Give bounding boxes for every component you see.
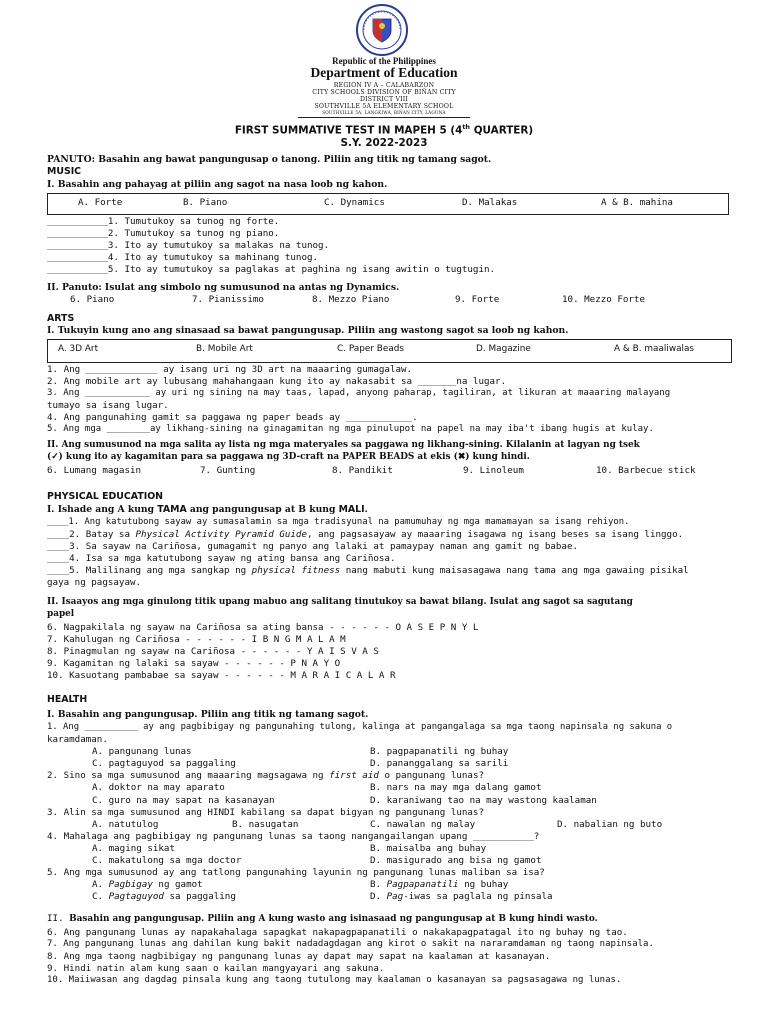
choice-item: D. Malakas	[462, 197, 518, 208]
arts-item: 1. Ang _____________ ay isang uri ng 3D art na maaaring gumagalaw.	[47, 364, 413, 375]
answer-choice: C. pagtaguyod sa paggaling	[92, 758, 236, 769]
health-item: 7. Ang pangunang lunas ang dahilan kung bakit nadadagdagan ang kirot o sakit na nararamdaman ng taong napinsala.	[47, 939, 654, 949]
answer-choice: C. guro na may sapat na kasanayan	[92, 795, 275, 806]
answer-choice: D. masigurado ang bisa ng gamot	[370, 855, 542, 866]
pe-item: ____5. Malilinang ang mga sangkap ng physical fitness nang mabuti kung maisasagawa nang tama ang mga gawaing pisikal	[47, 565, 689, 576]
arts-heading: ARTS	[47, 313, 75, 324]
choice-item: B. Mobile Art	[196, 344, 253, 354]
choice-item: A & B. mahina	[601, 197, 673, 208]
answer-choice: A. Pagbigay ng gamot	[92, 879, 203, 890]
general-instructions: PANUTO: Basahin ang bawat pangungusap o tanong. Piliin ang titik ng tamang sagot.	[47, 154, 492, 165]
answer-choice: B. nasugatan	[232, 819, 299, 830]
answer-choice: A. natutulog	[92, 819, 159, 830]
jumbled-word-item: 9. Kagamitan ng lalaki sa sayaw - - - - - - P N A Y O	[47, 658, 341, 669]
test-title: FIRST SUMMATIVE TEST IN MAPEH 5 (4th QUARTER)	[234, 123, 534, 137]
dynamics-item: 6. Piano	[70, 294, 115, 305]
school-address: SOUTHVILLE 5A, LANGKIWA, BIÑAN CITY, LAGUNA	[322, 110, 446, 115]
header-divider	[298, 117, 470, 118]
answer-choice: B. pagpapanatili ng buhay	[370, 746, 509, 757]
material-item: 10. Barbecue stick	[596, 465, 696, 476]
choice-item: A & B. maaliwalas	[614, 344, 695, 354]
pe-item: ____1. Ang katutubong sayaw ay sumasalamin sa mga tradisyunal na pamumuhay ng mga mamamayan sa isang rehiyon.	[47, 517, 630, 527]
choice-item: A. Forte	[78, 197, 123, 208]
district-label: DISTRICT VIII	[359, 96, 409, 103]
answer-choice: D. Pag-iwas sa paglala ng pinsala	[370, 891, 553, 902]
music-item: ___________1. Tumutukoy sa tunog ng forte.	[47, 216, 280, 227]
answer-choice: C. Pagtaguyod sa paggaling	[92, 891, 236, 902]
pe-item-continued: gaya ng pagsayaw.	[47, 577, 142, 588]
health-item: 8. Ang mga taong nagbibigay ng pangunang lunas ay dapat may sapat na kaalaman at kasanayan.	[47, 951, 551, 962]
dynamics-item: 10. Mezzo Forte	[562, 294, 645, 305]
health-instruction-1: I. Basahin ang pangungusap. Piliin ang titik ng tamang sagot.	[47, 709, 369, 720]
deped-seal-icon	[356, 4, 408, 56]
pe-item: ____3. Sa sayaw na Cariñosa, gumagamit ng panyo ang lalaki at pamaypay naman ang gamit ng babae.	[47, 541, 579, 552]
arts-instruction-2-continued: (✓) kung ito ay kagamitan para sa paggawa ng 3D-craft na PAPER BEADS at ekis (✖) kung hindi.	[47, 452, 530, 462]
jumbled-word-item: 8. Pinagmulan ng sayaw na Cariñosa - - - - - - Y A I S V A S	[47, 646, 379, 657]
health-item: 6. Ang pangunang lunas ay napakahalaga sapagkat nakapagpapanatili o nakakapagpatagal ito ng buhay ng tao.	[47, 927, 628, 938]
department-name: Department of Education	[310, 65, 458, 80]
answer-choice: B. maisalba ang buhay	[370, 843, 487, 854]
answer-choice: C. nawalan ng malay	[370, 819, 476, 830]
pe-instruction-2: II. Isaayos ang mga ginulong titik upang mabuo ang salitang tinutukoy sa bawat bilang. Isulat ang sagot sa sagutang	[47, 597, 633, 607]
material-item: 9. Linoleum	[463, 465, 524, 476]
material-item: 7. Gunting	[200, 465, 256, 476]
health-question: 3. Alin sa mga sumusunod ang HINDI kabilang sa dapat bigyan ng pangunang lunas?	[47, 807, 484, 818]
health-question: 4. Mahalaga ang pagbibigay ng pangunang lunas sa taong nangangailangan upang ___________?	[47, 831, 540, 842]
health-item: 9. Hindi natin alam kung saan o kailan mangyayari ang sakuna.	[47, 963, 385, 974]
arts-choice-box	[47, 339, 732, 363]
pe-instruction-2-continued: papel	[47, 609, 75, 619]
music-item: ___________4. Ito ay tumutukoy sa mahinang tunog.	[47, 252, 319, 263]
choice-item: C. Paper Beads	[337, 344, 405, 354]
material-item: 8. Pandikit	[332, 465, 393, 476]
choice-item: B. Piano	[183, 197, 228, 208]
answer-choice: B. Pagpapanatili ng buhay	[370, 879, 509, 890]
health-question-continued: karamdaman.	[47, 734, 108, 745]
republic-label: Republic of the Philippines	[332, 56, 436, 66]
answer-choice: D. karaniwang tao na may wastong kaalaman	[370, 795, 597, 806]
arts-item-continued: tumayo sa isang lugar.	[47, 400, 169, 411]
dynamics-item: 7. Pianissimo	[192, 294, 264, 305]
division-label: CITY SCHOOLS DIVISION OF BIÑAN CITY	[312, 89, 456, 96]
jumbled-word-item: 7. Kahulugan ng Cariñosa - - - - - - I B N G M A L A M	[47, 634, 346, 645]
dynamics-item: 8. Mezzo Piano	[312, 294, 390, 305]
choice-item: A. 3D Art	[58, 344, 99, 354]
school-name: SOUTHVILLE 5A ELEMENTARY SCHOOL	[314, 103, 454, 110]
pe-instruction-1: I. Ishade ang A kung TAMA ang pangungusap at B kung MALI.	[47, 504, 368, 515]
music-instruction-2: II. Panuto: Isulat ang simbolo ng sumusunod na antas ng Dynamics.	[47, 282, 400, 293]
answer-choice: D. nabalian ng buto	[557, 819, 663, 830]
school-year: S.Y. 2022-2023	[340, 137, 428, 149]
dynamics-item: 9. Forte	[455, 294, 500, 305]
choice-item: C. Dynamics	[324, 197, 385, 208]
arts-item: 5. Ang mga ________ay likhang-sining na ginagamitan ng mga pinulupot na papel na may iba't ibang hugis at kulay.	[47, 424, 654, 434]
answer-choice: C. makatulong sa mga doctor	[92, 855, 242, 866]
music-item: ___________2. Tumutukoy sa tunog ng piano.	[47, 228, 280, 239]
pe-item: ____4. Isa sa mga katutubong sayaw ng ating bansa ang Cariñosa.	[47, 553, 396, 564]
music-heading: MUSIC	[47, 166, 82, 177]
answer-choice: A. pangunang lunas	[92, 746, 192, 757]
answer-choice: D. pananggalang sa sarili	[370, 758, 509, 769]
music-item: ___________5. Ito ay tumutukoy sa paglakas at paghina ng isang awitin o tugtugin.	[47, 264, 496, 275]
answer-choice: B. nars na may mga dalang gamot	[370, 782, 542, 793]
health-instruction-2: II. Basahin ang pangungusap. Piliin ang A kung wasto ang isinasaad ng pangungusap at B kung hindi wasto.	[47, 913, 598, 924]
health-question: 5. Ang mga sumusunod ay ang tatlong pangunahing layunin ng pangunang lunas maliban sa isa?	[47, 867, 545, 878]
health-item: 10. Maiiwasan ang dagdag pinsala kung ang taong tutulong may kaalaman o kasanayan sa pagsasagawa ng lunas.	[47, 975, 622, 985]
health-question: 2. Sino sa mga sumusunod ang maaaring magsagawa ng first aid o pangunang lunas?	[47, 770, 485, 781]
music-choice-box	[47, 193, 729, 215]
choice-item: D. Magazine	[476, 344, 531, 354]
music-instruction-1: I. Basahin ang pahayag at piliin ang sagot na nasa loob ng kahon.	[47, 179, 388, 190]
health-question: 1. Ang __________ ay ang pagbibigay ng pangunahing tulong, kalinga at pangangalaga sa mga taong napinsala ng sakuna o	[47, 722, 673, 732]
arts-item: 2. Ang mobile art ay lubusang mahahangaan kung ito ay nakasabit sa _______na lugar.	[47, 376, 507, 387]
answer-choice: A. maging sikat	[92, 843, 175, 854]
jumbled-word-item: 10. Kasuotang pambabae sa sayaw - - - - - - M A R A I C A L A R	[47, 670, 396, 681]
pe-heading: PHYSICAL EDUCATION	[47, 491, 164, 502]
arts-item: 4. Ang pangunahing gamit sa paggawa ng paper beads ay ____________.	[47, 412, 418, 423]
arts-item: 3. Ang ____________ ay uri ng sining na may taas, lapad, anyong paharap, tagiliran, at likuran at maaaring malayang	[47, 388, 671, 398]
pe-item: ____2. Batay sa Physical Activity Pyramid Guide, ang pagsasayaw ay maaaring isagawa ng isang beses sa isang linggo.	[47, 529, 684, 540]
answer-choice: A. doktor na may aparato	[92, 782, 225, 793]
region-label: REGION IV A – CALABARZON	[333, 82, 435, 89]
health-heading: HEALTH	[47, 694, 88, 705]
music-item: ___________3. Ito ay tumutukoy sa malakas na tunog.	[47, 240, 330, 251]
arts-instruction-1: I. Tukuyin kung ano ang sinasaad sa bawat pangungusap. Piliin ang wastong sagot sa loob ng kahon.	[47, 325, 569, 336]
material-item: 6. Lumang magasin	[47, 465, 142, 476]
jumbled-word-item: 6. Nagpakilala ng sayaw na Cariñosa sa ating bansa - - - - - - O A S E P N Y L	[47, 622, 479, 633]
arts-instruction-2: II. Ang sumusunod na mga salita ay lista ng mga materyales sa paggawa ng likhang-sining. Kilalanin at lagyan ng tsek	[47, 440, 640, 450]
